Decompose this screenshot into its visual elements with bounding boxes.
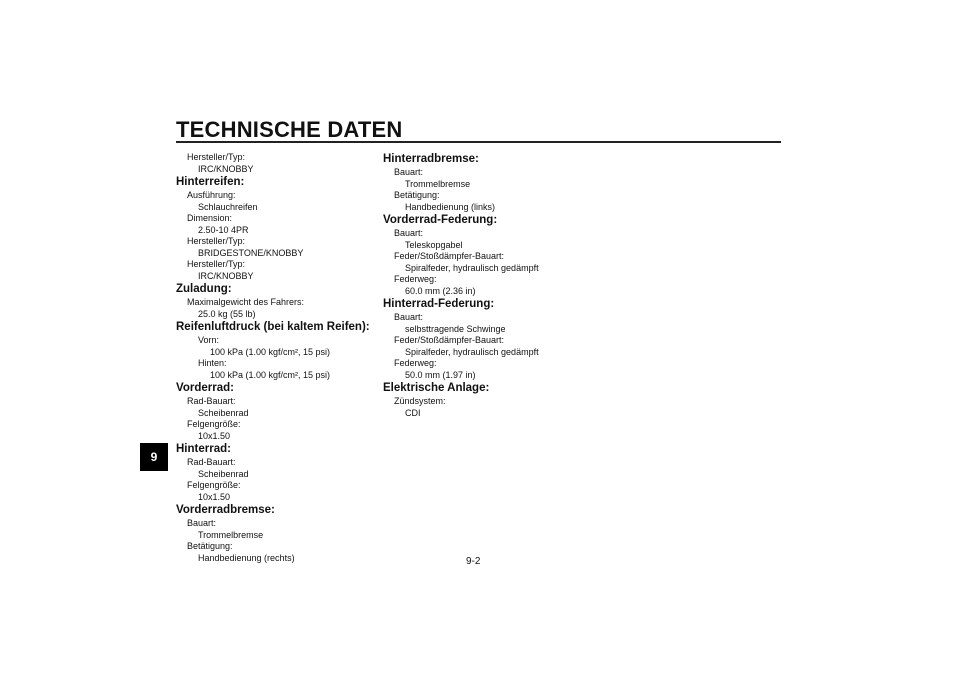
spec-value: 60.0 mm (2.36 in) [405,285,476,296]
spec-label: Felgengröße: [187,480,241,490]
spec-section [176,381,376,442]
spec-value: IRC/KNOBBY [198,163,254,174]
spec-value: Scheibenrad [198,468,249,479]
spec-value: Handbedienung (links) [405,201,496,212]
spec-value: Spiralfeder, hydraulisch gedämpft [405,262,539,273]
spec-value: Trommelbremse [198,529,264,540]
page-number: 9-2 [466,556,481,567]
section-heading: Hinterrad: [176,443,231,455]
spec-section [176,175,376,282]
spec-value: 25.0 kg (55 lb) [198,308,256,319]
spec-section [176,503,376,564]
left-spec-column [176,152,376,564]
section-heading: Vorderrad-Federung: [383,214,498,226]
spec-value: BRIDGESTONE/KNOBBY [198,247,304,258]
spec-value: IRC/KNOBBY [198,270,254,281]
section-heading: Hinterrad-Federung: [383,298,495,310]
spec-label: Hersteller/Typ: [187,259,246,269]
spec-value: selbsttragende Schwinge [405,323,506,334]
spec-section [176,442,376,503]
spec-label: Federweg: [394,274,437,284]
spec-value: Trommelbremse [405,178,471,189]
spec-section [383,213,583,297]
spec-value: Teleskopgabel [405,239,463,250]
section-heading: Hinterreifen: [176,176,245,188]
spec-label: Feder/Stoßdämpfer-Bauart: [394,335,505,345]
spec-section [383,297,583,381]
spec-label: Rad-Bauart: [187,457,236,467]
spec-label: Felgengröße: [187,419,241,429]
spec-section [176,152,376,175]
section-heading: Hinterradbremse: [383,153,479,165]
spec-label: Vorn: [198,335,220,345]
title-rule [176,141,781,143]
spec-label: Bauart: [394,228,424,238]
spec-value: 10x1.50 [198,491,231,502]
spec-value: Schlauchreifen [198,201,258,212]
spec-label: Bauart: [187,518,217,528]
spec-value: 2.50-10 4PR [198,224,249,235]
spec-label: Bauart: [394,312,424,322]
spec-label: Bauart: [394,167,424,177]
section-heading: Vorderrad: [176,382,234,394]
spec-label: Ausführung: [187,190,236,200]
spec-value: 100 kPa (1.00 kgf/cm², 15 psi) [210,346,331,357]
section-heading: Reifenluftdruck (bei kaltem Reifen): [176,321,370,333]
spec-value: Handbedienung (rechts) [198,552,295,563]
chapter-tab: 9 [140,443,168,471]
spec-label: Hersteller/Typ: [187,152,246,162]
spec-label: Federweg: [394,358,437,368]
spec-section [383,152,583,213]
section-heading: Elektrische Anlage: [383,382,490,394]
spec-value: 100 kPa (1.00 kgf/cm², 15 psi) [210,369,331,380]
spec-label: Zündsystem: [394,396,446,406]
spec-section [176,282,376,320]
spec-label: Betätigung: [187,541,233,551]
spec-label: Feder/Stoßdämpfer-Bauart: [394,251,505,261]
right-spec-column [383,152,583,419]
spec-value: CDI [405,407,421,418]
spec-section [383,381,583,419]
spec-label: Rad-Bauart: [187,396,236,406]
spec-label: Dimension: [187,213,233,223]
spec-label: Maximalgewicht des Fahrers: [187,297,305,307]
spec-value: 50.0 mm (1.97 in) [405,369,476,380]
spec-label: Betätigung: [394,190,440,200]
section-heading: Vorderradbremse: [176,504,275,516]
spec-label: Hersteller/Typ: [187,236,246,246]
spec-value: Spiralfeder, hydraulisch gedämpft [405,346,539,357]
spec-value: Scheibenrad [198,407,249,418]
page-title: TECHNISCHE DATEN [176,117,403,142]
spec-label: Hinten: [198,358,227,368]
section-heading: Zuladung: [176,283,232,295]
spec-value: 10x1.50 [198,430,231,441]
spec-section [176,320,376,381]
